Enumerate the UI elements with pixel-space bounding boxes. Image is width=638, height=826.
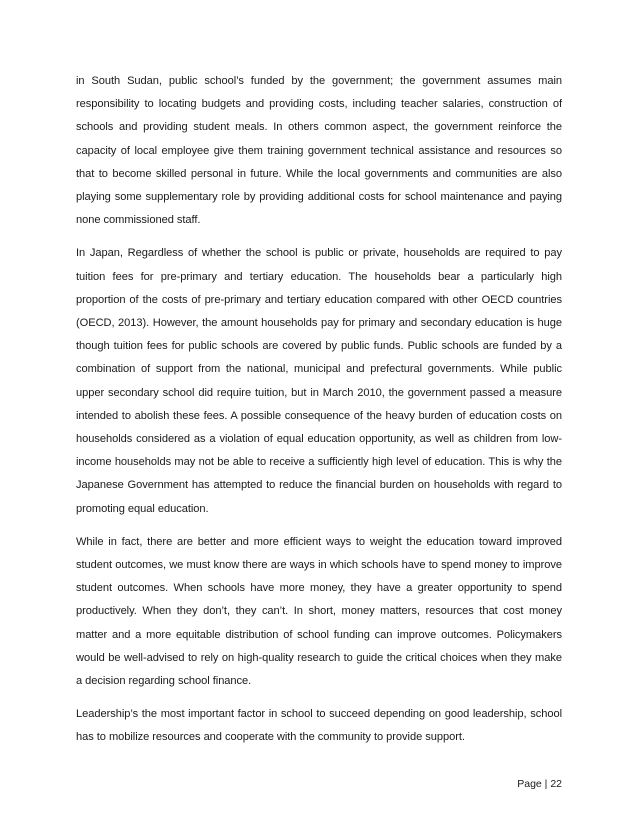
paragraph-japan: In Japan, Regardless of whether the school is public or private, households are required to pay tuition fees for pre-primary and tertiary education. The households bear a particularly high proportion of the costs of pre-primary and tertiary education compared with other OECD countries (OECD, 2013). However, the amount households pay for primary and secondary education is huge though tuition fees for public schools are covered by public funds. Public schools are funded by a combination of support from the national, municipal and prefectural governments. While public upper secondary school did require tuition, but in March 2010, the government passed a measure intended to abolish these fees. A possible consequence of the heavy burden of education costs on households considered as a violation of equal education opportunity, as well as children from low-income households may not be able to receive a sufficiently high level of education. This is why the Japanese Government has attempted to reduce the financial burden on households with regard to promoting equal education.: [76, 247, 562, 515]
page-number: Page | 22: [517, 778, 562, 790]
paragraph-leadership: Leadership’s the most important factor in school to succeed depending on good leadership, school has to mobilize resources and cooperate with the community to provide support.: [76, 708, 562, 744]
paragraph-efficiency: While in fact, there are better and more efficient ways to weight the education toward improved student outcomes, we must know there are ways in which schools have to spend money to improve student outcomes. When schools have more money, they have a greater opportunity to spend productively. When they don’t, they can’t. In short, money matters, resources that cost money matter and a more equitable distribution of school funding can improve outcomes. Policymakers would be well-advised to rely on high-quality research to guide the critical choices when they make a decision regarding school finance.: [76, 535, 562, 688]
paragraph-south-sudan: in South Sudan, public school’s funded by the government; the government assumes main responsibility to locating budgets and providing costs, including teacher salaries, construction of schools and providing student meals. In others common aspect, the government reinforce the capacity of local employee give them training government technical assistance and resources so that to become skilled personal in future. While the local governments and communities are also playing some supplementary role by providing additional costs for school maintenance and paying none commissioned staff.: [76, 75, 562, 227]
body-text: [76, 70, 562, 760]
